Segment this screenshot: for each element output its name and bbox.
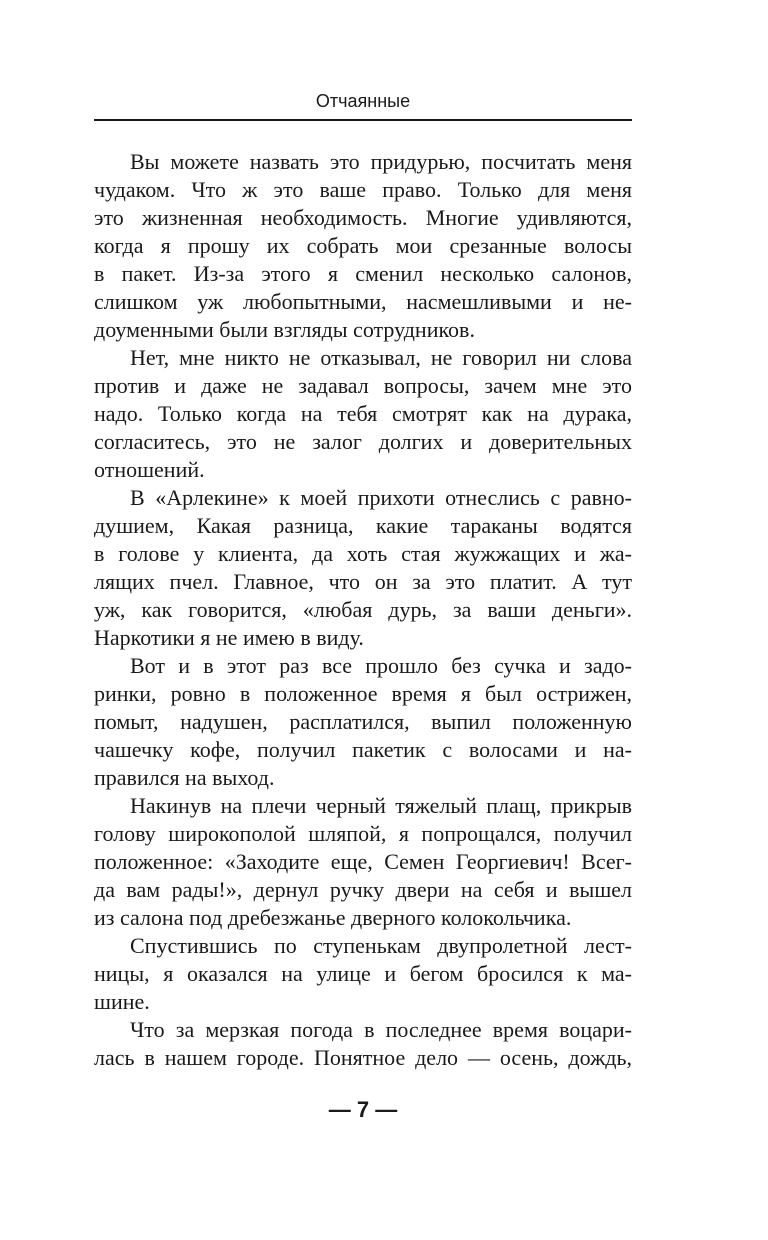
- text-line: положенное: «Заходите еще, Семен Георгиевич! Всег-: [94, 849, 632, 874]
- page-number: — 7 —: [328, 1097, 398, 1122]
- text-line: отношений.: [94, 457, 205, 482]
- text-line: лящих пчел. Главное, что он за это платит. А тут: [94, 569, 632, 594]
- text-line: согласитесь, это не залог долгих и доверительных: [94, 429, 632, 454]
- paragraph: [94, 792, 632, 932]
- text-line: голову широкополой шляпой, я попрощался, получил: [94, 821, 632, 846]
- text-line: ницы, я оказался на улице и бегом бросился к ма-: [94, 961, 632, 986]
- paragraph: [94, 652, 632, 792]
- text-line: в голове у клиента, да хоть стая жужжащих и жа-: [94, 541, 632, 566]
- text-line: Что за мерзкая погода в последнее время воцари-: [130, 1017, 632, 1042]
- text-line: В «Арлекине» к моей прихоти отнеслись с равно-: [130, 485, 632, 510]
- text-line: шине.: [94, 989, 150, 1014]
- header-rule: [94, 119, 632, 121]
- text-line: когда я прошу их собрать мои срезанные волосы: [94, 233, 632, 258]
- paragraph: [94, 484, 632, 652]
- text-line: правился на выход.: [94, 765, 275, 790]
- paragraph: [94, 344, 632, 484]
- text-line: чудаком. Что ж это ваше право. Только для меня: [94, 177, 632, 202]
- text-line: доуменными были взгляды сотрудников.: [94, 317, 475, 342]
- text-line: Накинув на плечи черный тяжелый плащ, прикрыв: [130, 793, 632, 818]
- text-line: Спустившись по ступенькам двупролетной лест-: [130, 933, 632, 958]
- text-line: помыт, надушен, расплатился, выпил положенную: [94, 709, 632, 734]
- text-line: слишком уж любопытными, насмешливыми и не-: [94, 289, 632, 314]
- paragraph: [94, 1016, 632, 1072]
- text-line: Вот и в этот раз все прошло без сучка и задо-: [130, 653, 632, 678]
- text-line: душием, Какая разница, какие тараканы водятся: [94, 513, 632, 538]
- paragraph: [94, 148, 632, 344]
- text-line: уж, как говорится, «любая дурь, за ваши деньги».: [94, 597, 632, 622]
- page-body: [94, 148, 632, 1072]
- text-line: Вы можете назвать это придурью, посчитать меня: [130, 149, 632, 174]
- text-line: надо. Только когда на тебя смотрят как на дурака,: [94, 401, 632, 426]
- paragraph: [94, 932, 632, 1016]
- text-line: Нет, мне никто не отказывал, не говорил ни слова: [130, 345, 632, 370]
- text-line: Наркотики я не имею в виду.: [94, 625, 364, 650]
- text-line: ринки, ровно в положенное время я был острижен,: [94, 681, 632, 706]
- text-line: в пакет. Из-за этого я сменил несколько салонов,: [94, 261, 632, 286]
- text-line: это жизненная необходимость. Многие удивляются,: [94, 205, 632, 230]
- text-line: да вам рады!», дернул ручку двери на себя и вышел: [94, 877, 632, 902]
- text-line: лась в нашем городе. Понятное дело — осень, дождь,: [94, 1045, 632, 1070]
- text-line: чашечку кофе, получил пакетик с волосами и на-: [94, 737, 632, 762]
- text-line: из салона под дребезжанье дверного колокольчика.: [94, 905, 572, 930]
- running-header: Отчаянные: [315, 91, 411, 111]
- text-line: против и даже не задавал вопросы, зачем мне это: [94, 373, 632, 398]
